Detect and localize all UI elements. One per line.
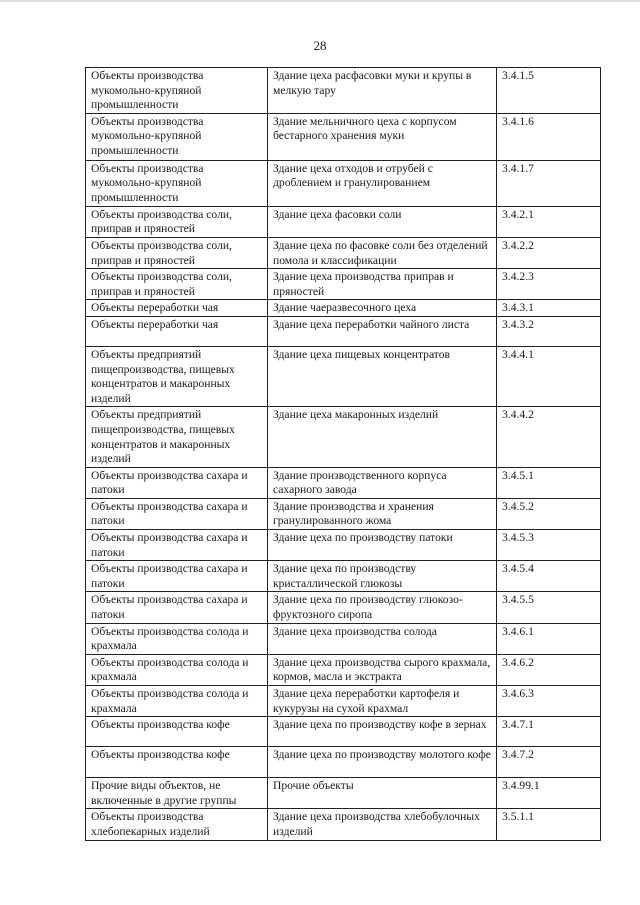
object-type-cell: Объекты производства мукомольно-крупяной промышленности xyxy=(86,160,268,206)
page-number: 28 xyxy=(313,38,327,53)
table-row xyxy=(86,316,601,346)
code-cell: 3.4.1.6 xyxy=(497,113,601,160)
code-cell: 3.5.1.1 xyxy=(497,809,601,840)
table-row xyxy=(86,592,601,623)
table-row xyxy=(86,654,601,685)
table-row xyxy=(86,237,601,268)
building-cell: Здание цеха отходов и отрубей с дроблением и гранулированием xyxy=(268,160,497,206)
object-type-cell: Объекты переработки чая xyxy=(86,316,268,346)
scan-edge xyxy=(0,0,640,2)
object-type-cell: Объекты производства солода и крахмала xyxy=(86,654,268,685)
code-cell: 3.4.5.3 xyxy=(497,530,601,561)
building-cell: Здание цеха макаронных изделий xyxy=(268,407,497,467)
table-row xyxy=(86,498,601,529)
object-type-cell: Объекты производства соли, приправ и пряностей xyxy=(86,269,268,300)
table-row xyxy=(86,561,601,592)
object-type-cell: Объекты производства мукомольно-крупяной промышленности xyxy=(86,113,268,160)
building-cell: Здание цеха по фасовке соли без отделений помола и классификации xyxy=(268,237,497,268)
building-cell: Здание цеха по производству глюкозо-фруктозного сиропа xyxy=(268,592,497,623)
object-type-cell: Объекты производства соли, приправ и пряностей xyxy=(86,206,268,237)
building-cell: Здание цеха по производству кофе в зернах xyxy=(268,717,497,747)
table-row xyxy=(86,717,601,747)
building-cell: Здание мельничного цеха с корпусом бестарного хранения муки xyxy=(268,113,497,160)
table-row xyxy=(86,686,601,717)
building-cell: Здание цеха расфасовки муки и крупы в мелкую тару xyxy=(268,68,497,114)
code-cell: 3.4.2.1 xyxy=(497,206,601,237)
building-cell: Здание цеха переработки картофеля и кукурузы на сухой крахмал xyxy=(268,686,497,717)
code-cell: 3.4.6.3 xyxy=(497,686,601,717)
code-cell: 3.4.7.1 xyxy=(497,717,601,747)
code-cell: 3.4.4.2 xyxy=(497,407,601,467)
building-cell: Здание цеха по производству кристаллической глюкозы xyxy=(268,561,497,592)
object-type-cell: Объекты производства солода и крахмала xyxy=(86,686,268,717)
building-cell: Здание производства и хранения гранулированного жома xyxy=(268,498,497,529)
code-cell: 3.4.1.7 xyxy=(497,160,601,206)
table-row xyxy=(86,623,601,654)
code-cell: 3.4.99.1 xyxy=(497,778,601,809)
object-type-cell: Объекты производства хлебопекарных изделий xyxy=(86,809,268,840)
code-cell: 3.4.1.5 xyxy=(497,68,601,114)
building-cell: Здание производственного корпуса сахарного завода xyxy=(268,467,497,498)
table-row xyxy=(86,160,601,206)
table-row xyxy=(86,206,601,237)
code-cell: 3.4.5.1 xyxy=(497,467,601,498)
building-cell: Здание цеха пищевых концентратов xyxy=(268,346,497,406)
code-cell: 3.4.6.1 xyxy=(497,623,601,654)
table-row xyxy=(86,300,601,317)
building-cell: Здание цеха переработки чайного листа xyxy=(268,316,497,346)
table-row xyxy=(86,747,601,778)
table-row xyxy=(86,113,601,160)
building-cell: Здание цеха по производству патоки xyxy=(268,530,497,561)
object-type-cell: Объекты предприятий пищепроизводства, пищевых концентратов и макаронных изделий xyxy=(86,346,268,406)
code-cell: 3.4.5.4 xyxy=(497,561,601,592)
building-cell: Здание цеха фасовки соли xyxy=(268,206,497,237)
code-cell: 3.4.4.1 xyxy=(497,346,601,406)
object-type-cell: Объекты производства солода и крахмала xyxy=(86,623,268,654)
code-cell: 3.4.3.2 xyxy=(497,316,601,346)
object-type-cell: Объекты производства сахара и патоки xyxy=(86,561,268,592)
object-type-cell: Объекты производства кофе xyxy=(86,747,268,778)
object-type-cell: Объекты производства кофе xyxy=(86,717,268,747)
table-row xyxy=(86,809,601,840)
object-type-cell: Объекты производства сахара и патоки xyxy=(86,592,268,623)
table-row xyxy=(86,68,601,114)
code-cell: 3.4.7.2 xyxy=(497,747,601,778)
object-type-cell: Объекты переработки чая xyxy=(86,300,268,317)
building-cell: Здание цеха по производству молотого кофе xyxy=(268,747,497,778)
code-cell: 3.4.2.2 xyxy=(497,237,601,268)
building-cell: Здание цеха производства приправ и пряностей xyxy=(268,269,497,300)
object-type-cell: Объекты производства сахара и патоки xyxy=(86,530,268,561)
classification-table xyxy=(85,67,601,841)
table-body xyxy=(86,68,601,841)
table-row xyxy=(86,407,601,467)
code-cell: 3.4.3.1 xyxy=(497,300,601,317)
building-cell: Здание цеха производства хлебобулочных изделий xyxy=(268,809,497,840)
table-row xyxy=(86,269,601,300)
code-cell: 3.4.6.2 xyxy=(497,654,601,685)
object-type-cell: Объекты производства мукомольно-крупяной промышленности xyxy=(86,68,268,114)
table-row xyxy=(86,530,601,561)
object-type-cell: Объекты производства соли, приправ и пряностей xyxy=(86,237,268,268)
building-cell: Здание цеха производства сырого крахмала, кормов, масла и экстракта xyxy=(268,654,497,685)
table-row xyxy=(86,346,601,406)
code-cell: 3.4.2.3 xyxy=(497,269,601,300)
table-row xyxy=(86,467,601,498)
building-cell: Здание цеха производства солода xyxy=(268,623,497,654)
object-type-cell: Объекты производства сахара и патоки xyxy=(86,467,268,498)
building-cell: Здание чаеразвесочного цеха xyxy=(268,300,497,317)
code-cell: 3.4.5.2 xyxy=(497,498,601,529)
code-cell: 3.4.5.5 xyxy=(497,592,601,623)
table-row xyxy=(86,778,601,809)
building-cell: Прочие объекты xyxy=(268,778,497,809)
object-type-cell: Прочие виды объектов, не включенные в другие группы xyxy=(86,778,268,809)
object-type-cell: Объекты предприятий пищепроизводства, пищевых концентратов и макаронных изделий xyxy=(86,407,268,467)
object-type-cell: Объекты производства сахара и патоки xyxy=(86,498,268,529)
